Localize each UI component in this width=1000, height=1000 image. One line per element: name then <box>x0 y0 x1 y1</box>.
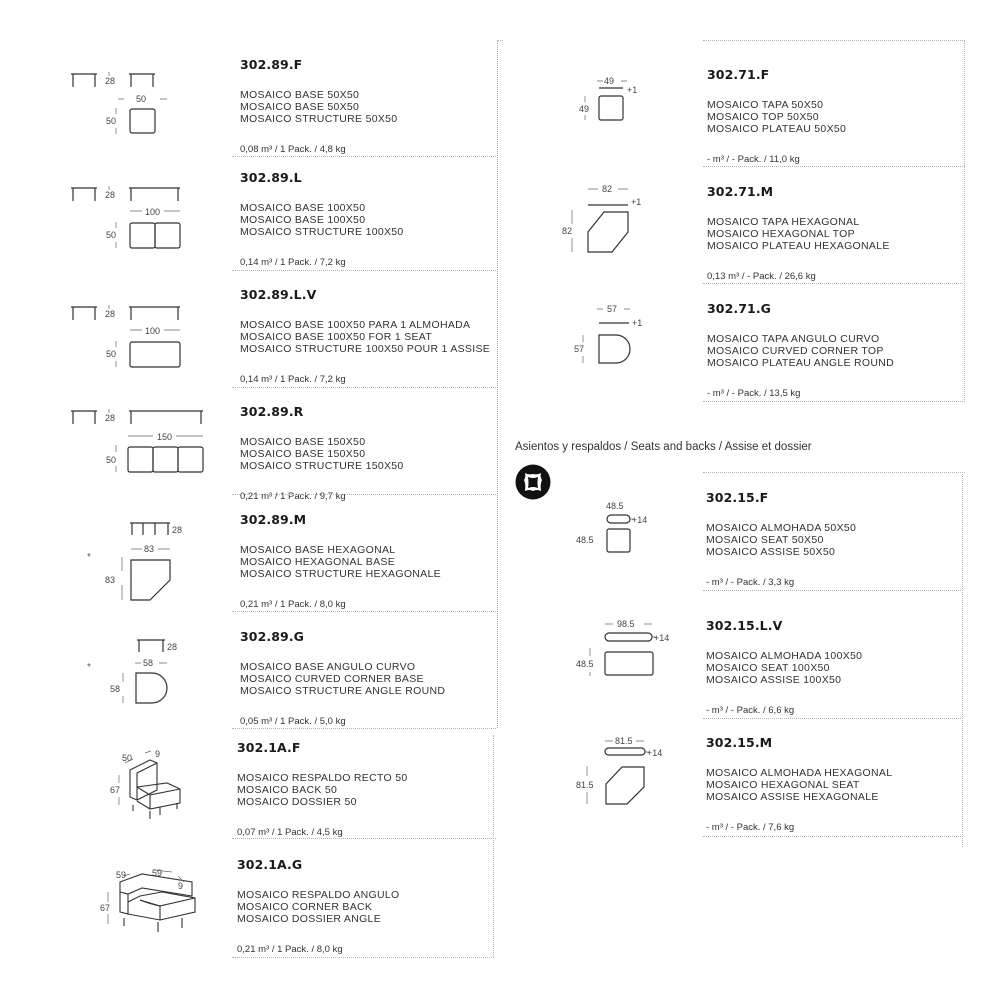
drawing-base-100 <box>60 178 190 258</box>
separator <box>232 957 494 958</box>
drawing-seat-hexagonal <box>570 732 680 812</box>
dim-width: 49 <box>604 76 615 86</box>
product-code: 302.89.R <box>240 404 304 419</box>
dim-height: +1 <box>627 85 638 95</box>
product-description: MOSAICO ALMOHADA 100X50 MOSAICO SEAT 100X50 MOSAICO ASSISE 100X50 <box>706 650 863 686</box>
product-meta: - m³ / - Pack. / 3,3 kg <box>706 577 795 588</box>
dim-height: 67 <box>110 785 121 795</box>
product-description: MOSAICO BASE 50X50 MOSAICO BASE 50X50 MOSAICO STRUCTURE 50X50 <box>240 89 398 125</box>
separator <box>232 156 496 157</box>
separator <box>232 728 496 729</box>
dim-width-b: 59 <box>152 868 163 878</box>
product-description: MOSAICO ALMOHADA HEXAGONAL MOSAICO HEXAGONAL SEAT MOSAICO ASSISE HEXAGONALE <box>706 767 893 803</box>
dim-width: 81.5 <box>615 736 633 746</box>
separator <box>703 718 963 719</box>
drawing-base-curved-corner <box>105 632 195 712</box>
dim-thickness: 9 <box>178 881 184 891</box>
product-description: MOSAICO BASE 100X50 PARA 1 ALMOHADA MOSAICO BASE 100X50 FOR 1 SEAT MOSAICO STRUCTURE 100X50 POUR 1 ASSISE <box>240 319 491 355</box>
product-code: 302.89.L <box>240 170 302 185</box>
dim-width: 98.5 <box>617 619 635 629</box>
drawing-base-hexagonal <box>100 515 190 605</box>
dim-height: 28 <box>172 525 183 535</box>
product-code: 302.89.M <box>240 512 307 527</box>
separator <box>232 611 496 612</box>
product-description: MOSAICO TAPA HEXAGONAL MOSAICO HEXAGONAL TOP MOSAICO PLATEAU HEXAGONALE <box>707 216 890 252</box>
dim-depth: 50 <box>106 455 117 465</box>
section-title: Asientos y respaldos / Seats and backs / Assise et dossier <box>515 441 812 453</box>
dim-width: 57 <box>607 304 618 314</box>
drawing-base-50 <box>60 62 170 142</box>
product-meta: 0,21 m³ / 1 Pack. / 8,0 kg <box>237 944 343 955</box>
leather-hide-icon <box>515 464 551 500</box>
dim-depth: 50 <box>106 116 117 126</box>
dim-width-a: 59 <box>116 870 127 880</box>
star-marker: * <box>87 662 91 673</box>
product-code: 302.71.F <box>707 67 770 82</box>
dim-height: +14 <box>647 748 663 758</box>
dim-height: 28 <box>167 642 178 652</box>
product-meta: - m³ / - Pack. / 6,6 kg <box>706 705 795 716</box>
drawing-top-hexagonal <box>560 180 670 260</box>
dim-width: 48.5 <box>606 501 624 511</box>
dim-width: 83 <box>144 544 155 554</box>
drawing-corner-back <box>100 862 210 952</box>
dim-height: 28 <box>105 190 116 200</box>
dim-width: 50 <box>122 753 133 763</box>
separator <box>232 270 496 271</box>
product-code: 302.89.L.V <box>240 287 317 302</box>
product-description: MOSAICO RESPALDO RECTO 50 MOSAICO BACK 50 MOSAICO DOSSIER 50 <box>237 772 408 808</box>
product-code: 302.71.M <box>707 184 774 199</box>
dim-height: 28 <box>105 413 116 423</box>
separator <box>703 166 965 167</box>
product-description: MOSAICO ALMOHADA 50X50 MOSAICO SEAT 50X50 MOSAICO ASSISE 50X50 <box>706 522 857 558</box>
product-code: 302.1A.F <box>237 740 301 755</box>
product-description: MOSAICO BASE 100X50 MOSAICO BASE 100X50 MOSAICO STRUCTURE 100X50 <box>240 202 404 238</box>
star-marker: * <box>87 552 91 563</box>
dim-height: 28 <box>105 309 116 319</box>
product-description: MOSAICO TAPA ANGULO CURVO MOSAICO CURVED CORNER TOP MOSAICO PLATEAU ANGLE ROUND <box>707 333 895 369</box>
product-description: MOSAICO RESPALDO ANGULO MOSAICO CORNER BACK MOSAICO DOSSIER ANGLE <box>237 889 400 925</box>
separator <box>232 838 496 839</box>
product-code: 302.15.M <box>706 735 773 750</box>
product-meta: - m³ / - Pack. / 11,0 kg <box>707 154 800 165</box>
separator <box>232 494 496 495</box>
drawing-straight-back <box>105 745 195 835</box>
dim-depth: 48.5 <box>576 659 594 669</box>
dim-height: 67 <box>100 903 111 913</box>
dim-width: 100 <box>145 207 161 217</box>
separator-vertical <box>962 472 963 847</box>
product-code: 302.15.L.V <box>706 618 783 633</box>
dim-height: +14 <box>654 633 670 643</box>
drawing-base-100-single-seat <box>60 297 190 377</box>
drawing-top-curved-corner <box>570 298 660 373</box>
product-meta: - m³ / - Pack. / 13,5 kg <box>707 388 801 399</box>
product-meta: 0,21 m³ / 1 Pack. / 8,0 kg <box>240 599 346 610</box>
dim-height: +1 <box>632 318 643 328</box>
drawing-seat-50 <box>570 497 670 562</box>
dim-width: 58 <box>143 658 154 668</box>
product-meta: 0,05 m³ / 1 Pack. / 5,0 kg <box>240 716 346 727</box>
separator <box>703 590 963 591</box>
dim-depth: 83 <box>105 575 116 585</box>
dim-thickness: 9 <box>155 749 161 759</box>
dim-depth: 57 <box>574 344 585 354</box>
dim-depth: 50 <box>106 349 117 359</box>
dim-width: 150 <box>157 432 173 442</box>
separator <box>232 387 496 388</box>
product-meta: 0,07 m³ / 1 Pack. / 4,5 kg <box>237 827 343 838</box>
product-description: MOSAICO BASE ANGULO CURVO MOSAICO CURVED CORNER BASE MOSAICO STRUCTURE ANGLE ROUND <box>240 661 446 697</box>
product-code: 302.71.G <box>707 301 772 316</box>
dim-depth: 49 <box>579 104 590 114</box>
product-meta: 0,08 m³ / 1 Pack. / 4,8 kg <box>240 144 346 155</box>
product-code: 302.15.F <box>706 490 769 505</box>
separator <box>497 40 503 41</box>
drawing-top-50 <box>575 72 665 132</box>
product-code: 302.89.G <box>240 629 305 644</box>
drawing-base-150 <box>60 401 210 481</box>
separator <box>703 836 963 837</box>
product-description: MOSAICO BASE HEXAGONAL MOSAICO HEXAGONAL BASE MOSAICO STRUCTURE HEXAGONALE <box>240 544 441 580</box>
product-meta: 0,14 m³ / 1 Pack. / 7,2 kg <box>240 257 346 268</box>
separator <box>703 401 965 402</box>
product-meta: - m³ / - Pack. / 7,6 kg <box>706 822 795 833</box>
product-code: 302.1A.G <box>237 857 303 872</box>
dim-depth: 82 <box>562 226 573 236</box>
dim-width: 82 <box>602 184 613 194</box>
separator <box>703 40 965 41</box>
dim-height: 28 <box>105 76 116 86</box>
product-meta: 0,13 m³ / - Pack. / 26,6 kg <box>707 271 816 282</box>
separator-vertical <box>497 40 498 728</box>
drawing-seat-100 <box>570 618 680 683</box>
product-code: 302.89.F <box>240 57 303 72</box>
dim-depth: 58 <box>110 684 121 694</box>
dim-depth: 48.5 <box>576 535 594 545</box>
product-description: MOSAICO TAPA 50X50 MOSAICO TOP 50X50 MOSAICO PLATEAU 50X50 <box>707 99 847 135</box>
product-description: MOSAICO BASE 150X50 MOSAICO BASE 150X50 MOSAICO STRUCTURE 150X50 <box>240 436 404 472</box>
separator-vertical <box>964 40 965 402</box>
dim-width: 50 <box>136 94 147 104</box>
dim-depth: 50 <box>106 230 117 240</box>
dim-width: 100 <box>145 326 161 336</box>
product-meta: 0,21 m³ / 1 Pack. / 9,7 kg <box>240 491 346 502</box>
separator <box>703 283 965 284</box>
separator <box>703 472 965 473</box>
dim-height: +1 <box>631 197 642 207</box>
dim-height: +14 <box>632 515 648 525</box>
product-meta: 0,14 m³ / 1 Pack. / 7,2 kg <box>240 374 346 385</box>
dim-depth: 81.5 <box>576 780 594 790</box>
separator-vertical <box>493 735 494 957</box>
